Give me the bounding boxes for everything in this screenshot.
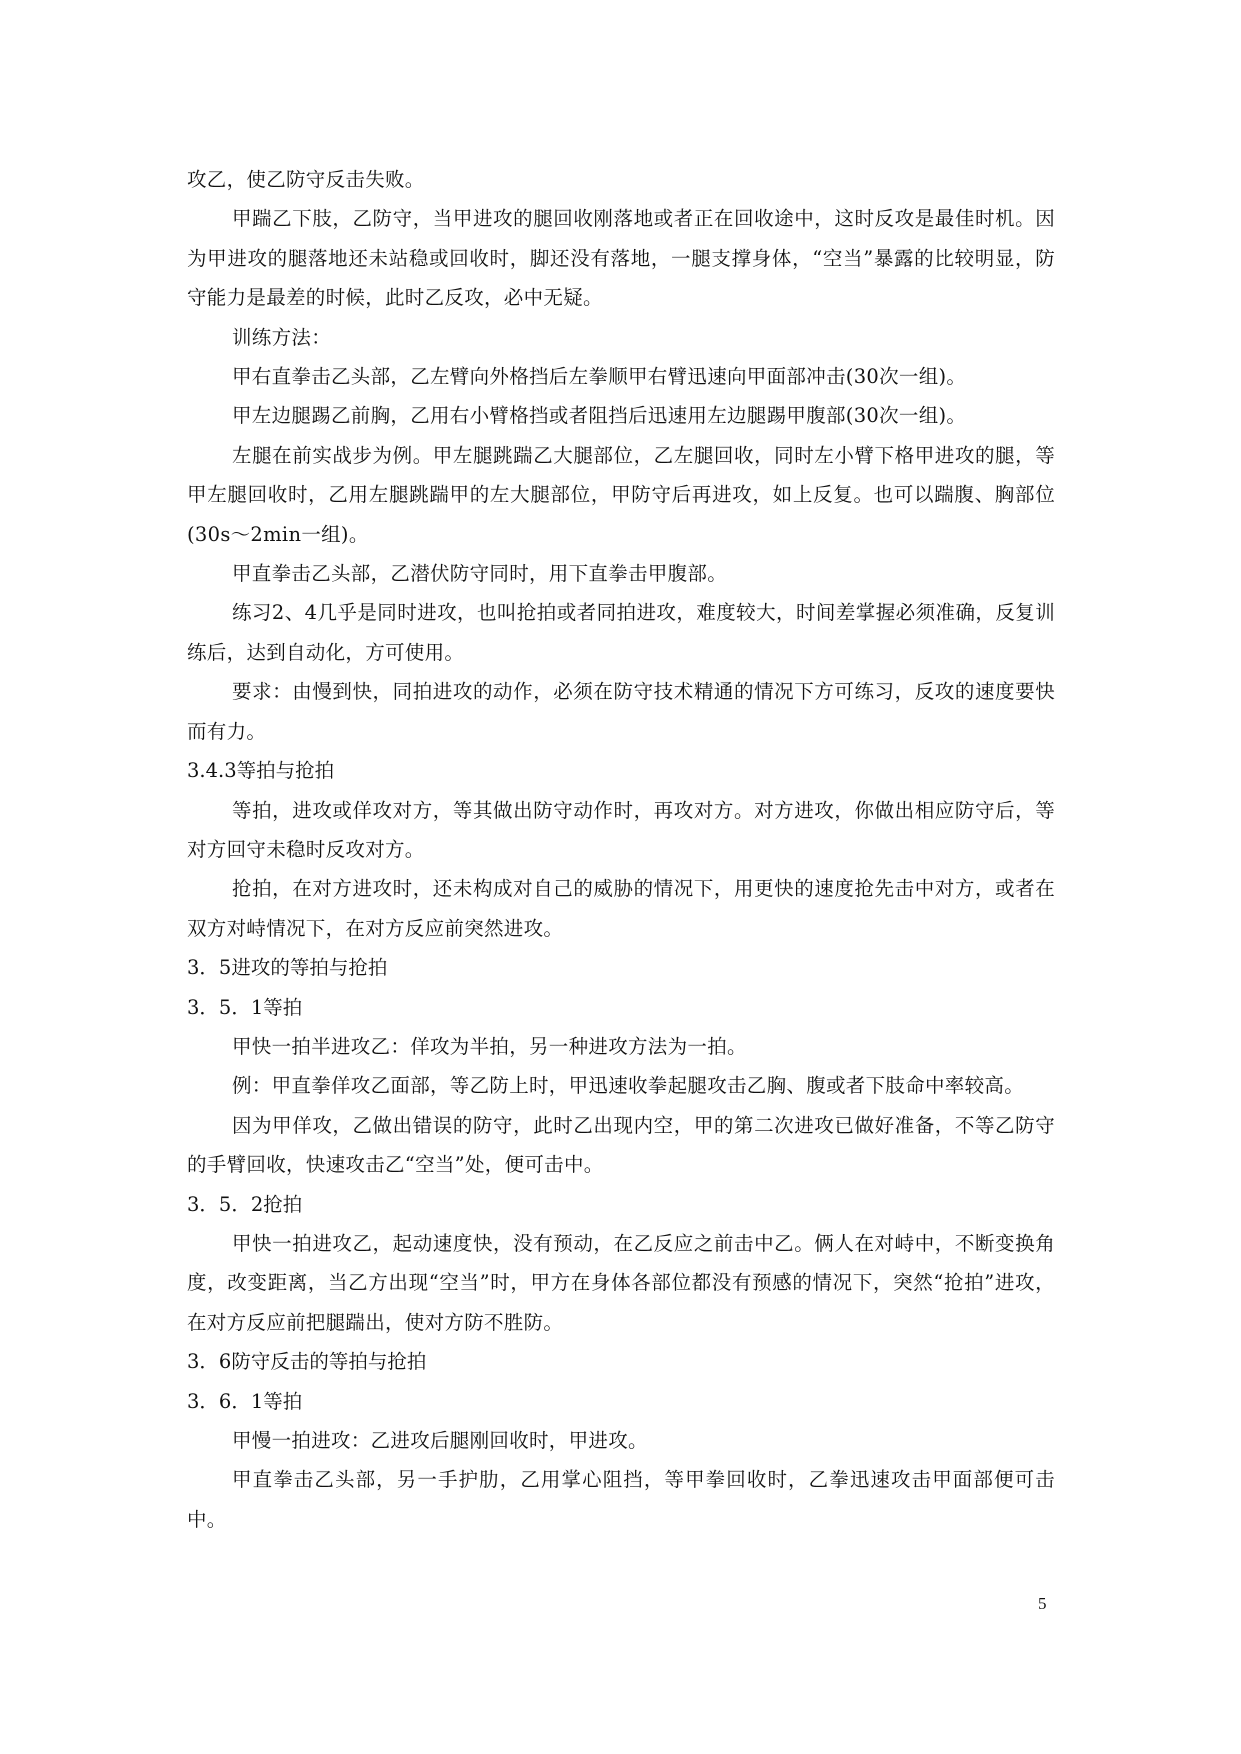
paragraph: 甲踹乙下肢，乙防守，当甲进攻的腿回收刚落地或者正在回收途中，这时反攻是最佳时机。因为甲进攻的腿落地还未站稳或回收时，脚还没有落地，一腿支撑身体，“空当”暴露的比较明显，防守能力是最差的时候，此时乙反攻，必中无疑。 — [187, 207, 1055, 310]
section-heading: 3．5．1等拍 — [187, 995, 303, 1019]
paragraph: 攻乙，使乙防守反击失败。 — [187, 168, 425, 191]
paragraph: 要求：由慢到快，同拍进攻的动作，必须在防守技术精通的情况下方可练习，反攻的速度要快而有力。 — [187, 680, 1055, 743]
document-body — [187, 160, 1055, 1539]
section-heading: 3．6．1等拍 — [187, 1389, 303, 1413]
paragraph: 训练方法： — [232, 325, 332, 349]
paragraph: 抢拍，在对方进攻时，还未构成对自己的威胁的情况下，用更快的速度抢先击中对方，或者在双方对峙情况下，在对方反应前突然进攻。 — [187, 877, 1055, 940]
paragraph: 甲快一拍进攻乙，起动速度快，没有预动，在乙反应之前击中乙。俩人在对峙中，不断变换角度，改变距离，当乙方出现“空当”时，甲方在身体各部位都没有预感的情况下，突然“抢拍”进攻，在对方反应前把腿踹出，使对方防不胜防。 — [187, 1231, 1055, 1334]
paragraph: 甲左边腿踢乙前胸，乙用右小臂格挡或者阻挡后迅速用左边腿踢甲腹部(30次一组)。 — [232, 404, 967, 428]
paragraph: 甲右直拳击乙头部，乙左臂向外格挡后左拳顺甲右臂迅速向甲面部冲击(30次一组)。 — [232, 365, 967, 389]
paragraph: 甲快一拍半进攻乙：佯攻为半拍，另一种进攻方法为一拍。 — [232, 1034, 747, 1058]
paragraph: 等拍，进攻或佯攻对方，等其做出防守动作时，再攻对方。对方进攻，你做出相应防守后，等对方回守未稳时反攻对方。 — [187, 798, 1055, 861]
paragraph: 因为甲佯攻，乙做出错误的防守，此时乙出现内空，甲的第二次进攻已做好准备，不等乙防守的手臂回收，快速攻击乙“空当”处，便可击中。 — [187, 1113, 1055, 1177]
paragraph: 例：甲直拳佯攻乙面部，等乙防上时，甲迅速收拳起腿攻击乙胸、腹或者下肢命中率较高。 — [232, 1074, 1025, 1098]
section-heading: 3．5．2抢拍 — [187, 1192, 303, 1216]
paragraph: 练习2、4几乎是同时进攻，也叫抢拍或者同拍进攻，难度较大，时间差掌握必须准确，反复训练后，达到自动化，方可使用。 — [187, 601, 1055, 664]
paragraph: 甲慢一拍进攻：乙进攻后腿刚回收时，甲进攻。 — [232, 1429, 648, 1452]
page-number: 5 — [1038, 1594, 1047, 1613]
paragraph: 左腿在前实战步为例。甲左腿跳踹乙大腿部位，乙左腿回收，同时左小臂下格甲进攻的腿，等甲左腿回收时，乙用左腿跳踹甲的左大腿部位，甲防守后再进攻，如上反复。也可以踹腹、胸部位(30s～2min一组)。 — [187, 443, 1055, 546]
section-heading: 3．5进攻的等拍与抢拍 — [187, 956, 388, 980]
paragraph: 甲直拳击乙头部，乙潜伏防守同时，用下直拳击甲腹部。 — [232, 562, 728, 586]
paragraph: 甲直拳击乙头部，另一手护肋，乙用掌心阻挡，等甲拳回收时，乙拳迅速攻击甲面部便可击中。 — [187, 1468, 1055, 1531]
section-heading: 3.4.3等拍与抢拍 — [187, 759, 335, 783]
section-heading: 3．6防守反击的等拍与抢拍 — [187, 1350, 427, 1374]
